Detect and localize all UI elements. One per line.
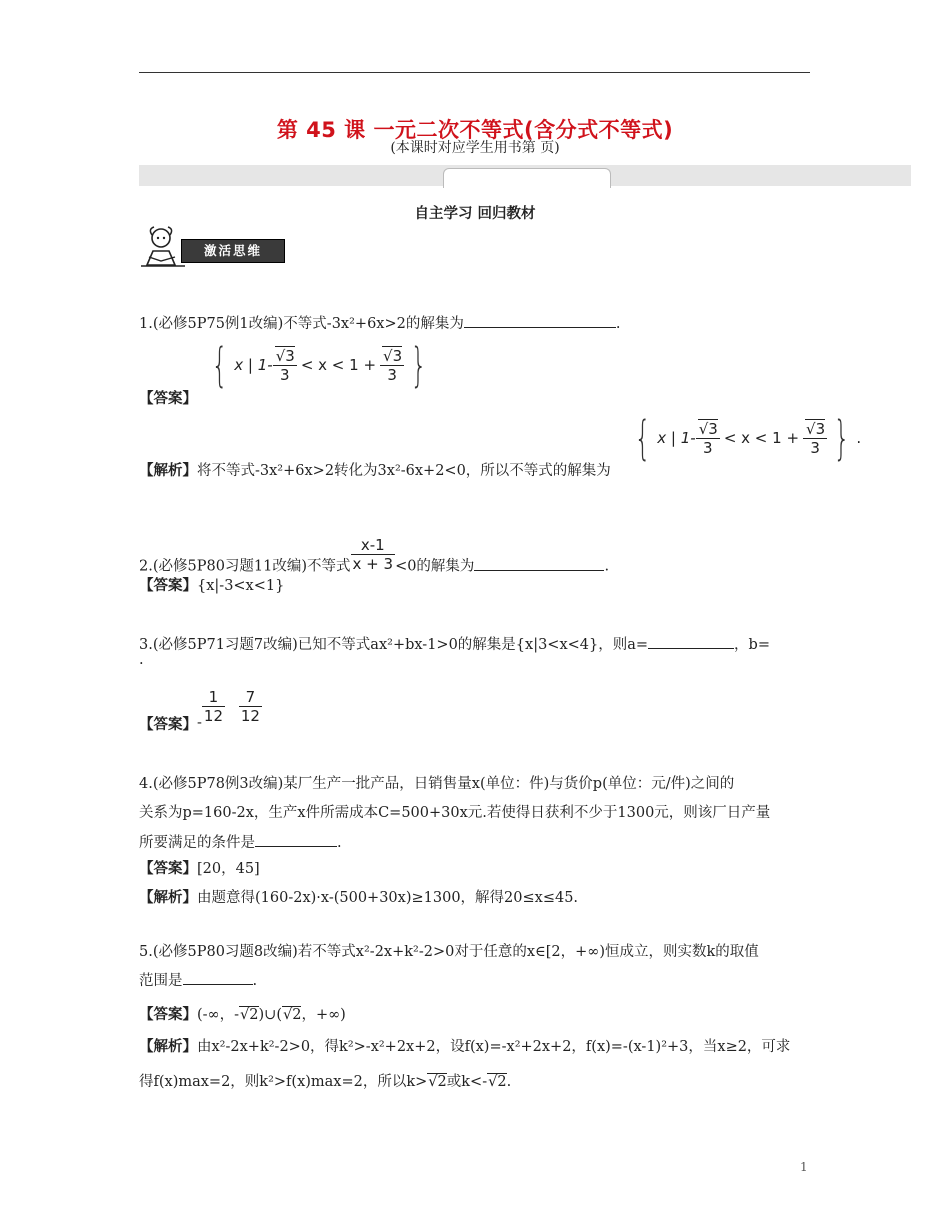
set-expr-left: x | 1-: [234, 356, 273, 374]
q4-answer: [139, 857, 260, 878]
q5-line1: 5.(必修5P80习题8改编)若不等式x²-2x+k²-2>0对于任意的x∈[2，+∞)恒成立，则实数k的取值: [139, 944, 759, 960]
answer-label: 【答案】: [139, 1007, 197, 1023]
q4-answer-text: [20，45]: [197, 861, 260, 877]
q1-answer-label: [139, 387, 197, 408]
q5-analysis2-c: .: [506, 1074, 512, 1090]
set-expr-mid: < x < 1 +: [300, 356, 377, 374]
q5-analysis1: [139, 1035, 790, 1056]
q5-answer-blank: [183, 970, 253, 985]
top-rule: [139, 72, 810, 73]
q5-answer-c: ，+∞): [301, 1007, 346, 1023]
page-number: 1: [800, 1160, 808, 1174]
q5-analysis2: [139, 1070, 511, 1091]
analysis-label: 【解析】: [139, 1039, 197, 1055]
q5-analysis1-text: 由x²-2x+k²-2>0，得k²>-x²+2x+2，设f(x)=-x²+2x+2，f(x)=-(x-1)²+3，当x≥2，可求: [197, 1039, 791, 1055]
q1-answer-blank: [464, 313, 616, 328]
set-expr-mid: < x < 1 +: [723, 429, 800, 447]
q5-answer-a: (-∞，-: [197, 1007, 240, 1023]
sqrt3-over-3: $\frac{√3}{3}$: [273, 346, 297, 384]
q3-blank-a: [648, 634, 734, 649]
q5-line2: 范围是 .: [139, 969, 257, 990]
q3-stem: [139, 633, 770, 654]
q5-analysis2-a: 得f(x)max=2，则k²>f(x)max=2，所以k>: [139, 1074, 428, 1090]
q1-analysis: [139, 459, 611, 480]
lesson-title: 第 45 课 一元二次不等式(含分式不等式): [276, 118, 674, 142]
reading-girl-icon: [139, 225, 187, 267]
q4-analysis: [139, 886, 578, 907]
q5-line2-text: 范围是: [139, 973, 183, 989]
q5-answer: [139, 1003, 346, 1024]
q4-answer-blank: [255, 832, 337, 847]
q3-period: .: [139, 652, 144, 668]
q4-analysis-text: 由题意得(160-2x)·x-(500+30x)≥1300，解得20≤x≤45.: [197, 890, 579, 906]
q3-answer-a: $\frac{1}{12}$: [203, 688, 223, 725]
q2-answer-blank: [474, 556, 604, 571]
q2-stem-a: 2.(必修5P80习题11改编)不等式: [139, 558, 351, 575]
sqrt3-over-3: $\frac{√3}{3}$: [380, 346, 404, 384]
q2-stem: 2.(必修5P80习题11改编)不等式 $\frac{x-1}{x + 3}$ <0的解集为 .: [139, 536, 610, 575]
q5-analysis2-b: 或k<-: [446, 1074, 488, 1090]
q1-analysis-text: 将不等式-3x²+6x>2转化为3x²-6x+2<0，所以不等式的解集为: [197, 463, 611, 479]
sqrt2: √2: [488, 1074, 507, 1090]
q2-fraction: $\frac{x-1}{x + 3}$: [352, 536, 394, 573]
q3-stem-b: ，b=: [734, 637, 770, 653]
activate-thinking-logo: [139, 225, 285, 267]
logo-caption: 激活思维: [181, 239, 285, 263]
answer-label: 【答案】: [139, 861, 197, 877]
q3-answer: 【答案】- $\frac{1}{12}$ $\frac{7}{12}$: [139, 688, 260, 733]
q2-stem-b: <0的解集为: [395, 558, 475, 575]
sqrt2: √2: [240, 1007, 259, 1023]
lesson-subtitle: (本课时对应学生用书第 页): [390, 140, 560, 156]
q1-analysis-set: { x | 1- $\frac{√3}{3}$ < x < 1 + $\frac{√3}{3}$ } .: [634, 411, 862, 465]
q5-answer-b: )∪(: [258, 1007, 282, 1023]
q1-answer-set: { x | 1- $\frac{√3}{3}$ < x < 1 + $\frac{√3}{3}$ }: [211, 338, 427, 392]
q2-answer: [139, 574, 284, 595]
q4-line1: 4.(必修5P78例3改编)某厂生产一批产品，日销售量x(单位：件)与货价p(单位：元/件)之间的: [139, 776, 735, 792]
q3-stem-text: 3.(必修5P71习题7改编)已知不等式ax²+bx-1>0的解集是{x|3<x<4}，则a=: [139, 637, 649, 653]
answer-label: 【答案】: [139, 578, 197, 594]
sqrt2: √2: [428, 1074, 447, 1090]
sqrt2: √2: [282, 1007, 302, 1023]
q2-answer-text: {x|-3<x<1}: [197, 578, 285, 594]
q3-answer-b: $\frac{7}{12}$: [240, 688, 260, 725]
answer-label: 【答案】: [139, 391, 197, 407]
q4-line3: 所要满足的条件是 .: [139, 831, 342, 852]
set-expr-left: x | 1-: [657, 429, 696, 447]
sqrt3-over-3: $\frac{√3}{3}$: [696, 419, 720, 457]
answer-label: 【答案】: [139, 716, 197, 733]
q4-line2: 关系为p=160-2x，生产x件所需成本C=500+30x元.若使得日获利不少于1300元，则该厂日产量: [139, 805, 771, 821]
analysis-label: 【解析】: [139, 463, 197, 479]
q1-stem: 1.(必修5P75例1改编)不等式-3x²+6x>2的解集为 .: [139, 312, 620, 333]
header-tab: [443, 168, 611, 188]
q1-stem-text: 1.(必修5P75例1改编)不等式-3x²+6x>2的解集为: [139, 316, 464, 332]
analysis-label: 【解析】: [139, 890, 197, 906]
sqrt3-over-3: $\frac{√3}{3}$: [803, 419, 827, 457]
q4-line3-text: 所要满足的条件是: [139, 835, 255, 851]
section-heading: 自主学习 回归教材: [414, 206, 536, 222]
